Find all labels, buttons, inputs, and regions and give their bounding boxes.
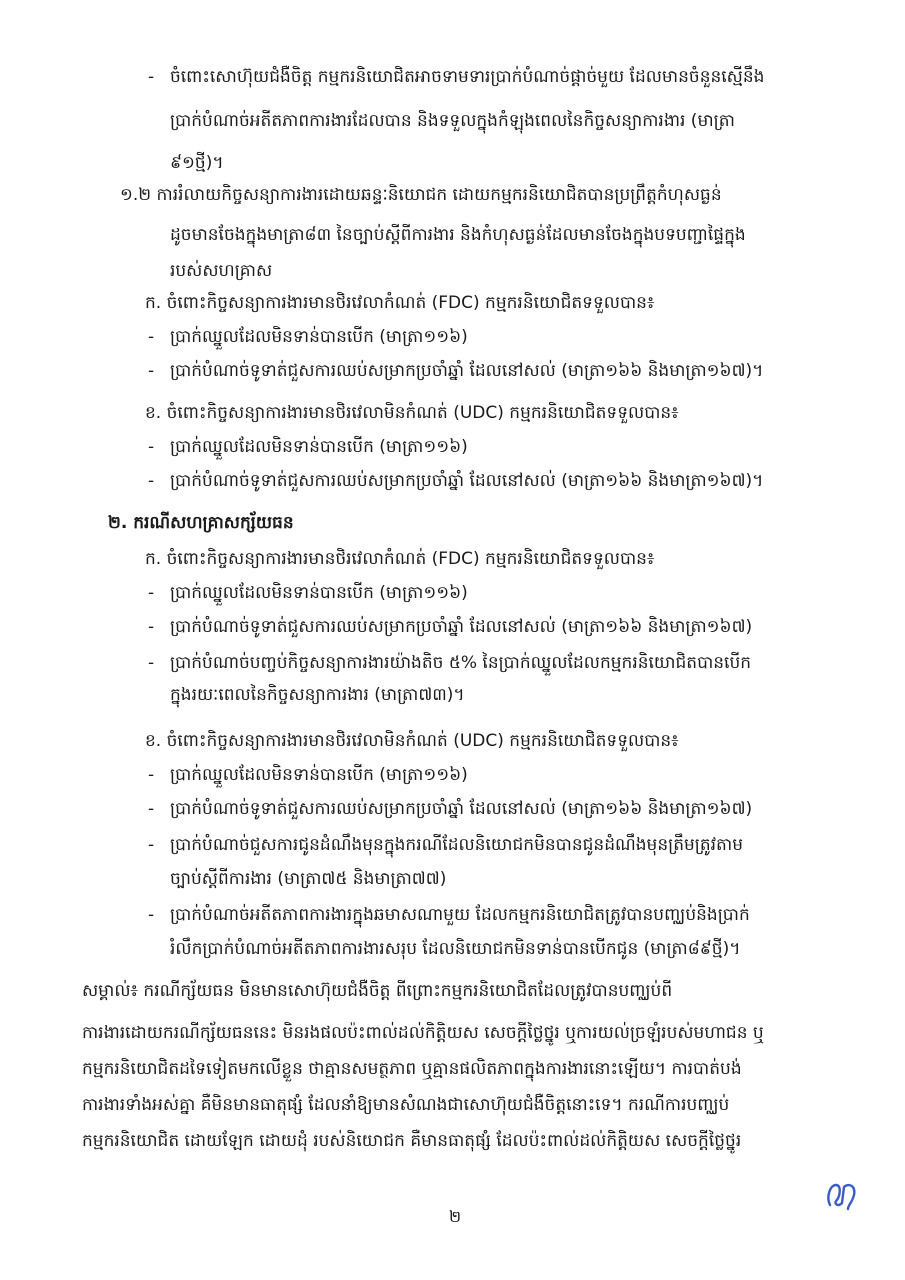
subsection-heading: ខ. ចំពោះកិច្ចសន្យាការងារមានថិរវេលាមិនកំណត់ (UDC) កម្មករនិយោជិតទទួលបាន៖ (145, 731, 679, 751)
bullet-dash: - (148, 327, 155, 347)
text-line: ប្រាក់ឈ្នួលដែលមិនទាន់បានបើក (មាត្រា១១៦) (170, 327, 468, 347)
bullet-dash: - (148, 361, 155, 381)
text-line: ប្រាក់បំណាច់ជួសការជូនដំណឹងមុនក្នុងករណីដែលនិយោជកមិនបានជូនដំណឹងមុនត្រឹមត្រូវតាម (170, 835, 744, 855)
text-line: ប្រាក់បំណាច់ទូទាត់ជួសការឈប់សម្រាកប្រចាំឆ្នាំ ដែលនៅសល់ (មាត្រា១៦៦ និងមាត្រា១៦៧)។ (170, 361, 764, 381)
bullet-dash: - (148, 653, 155, 673)
text-line: ៩១ថ្មី)។ (170, 153, 224, 173)
text-line: ច្បាប់ស្តីពីការងារ (មាត្រា៧៥ និងមាត្រា៧៧) (170, 869, 447, 889)
bullet-dash: - (148, 67, 155, 87)
text-line: ដូចមានចែងក្នុងមាត្រា៨៣ នៃច្បាប់ស្តីពីការងារ និងកំហុសធ្ងន់ដែលមានចែងក្នុងបទបញ្ជាផ្ទៃក្នុង (170, 225, 746, 245)
bullet-dash: - (148, 799, 155, 819)
bullet-dash: - (148, 437, 155, 457)
subsection-heading: ក. ចំពោះកិច្ចសន្យាការងារមានថិរវេលាកំណត់ (FDC) កម្មករនិយោជិតទទួលបាន៖ (145, 549, 655, 569)
note-line: កម្មករនិយោជិតដទៃទៀតមកលើខ្លួន ថាគ្មានសមត្ថភាព ឬគ្មានផលិតភាពក្នុងការងារនោះឡើយ។ ការបាត់បង់ (82, 1059, 742, 1079)
bullet-dash: - (148, 583, 155, 603)
subsection-heading: ខ. ចំពោះកិច្ចសន្យាការងារមានថិរវេលាមិនកំណត់ (UDC) កម្មករនិយោជិតទទួលបាន៖ (145, 403, 679, 423)
text-line: ក្នុងរយៈពេលនៃកិច្ចសន្យាការងារ (មាត្រា៧៣)។ (170, 685, 465, 705)
subsection-heading: ក. ចំពោះកិច្ចសន្យាការងារមានថិរវេលាកំណត់ (FDC) កម្មករនិយោជិតទទួលបាន៖ (145, 293, 655, 313)
page-number: ២ (448, 1207, 462, 1226)
bullet-dash: - (148, 617, 155, 637)
bullet-dash: - (148, 835, 155, 855)
text-line: ប្រាក់បំណាច់ទូទាត់ជួសការឈប់សម្រាកប្រចាំឆ្នាំ ដែលនៅសល់ (មាត្រា១៦៦ និងមាត្រា១៦៧) (170, 617, 753, 637)
note-line: សម្គាល់៖ ករណីក្ស័យធន មិនមានសោហ៊ុយជំងឺចិត្ត ពីព្រោះកម្មករនិយោជិតដែលត្រូវបានបញ្ឈប់ពី (82, 981, 673, 1001)
section-heading-1-2: ១.២ ការរំលាយកិច្ចសន្យាការងារដោយឆន្ទៈនិយោជក ដោយកម្មករនិយោជិតបានប្រព្រឹត្តកំហុសធ្ងន់ (120, 185, 722, 205)
text-line: ប្រាក់បំណាច់បញ្ចប់កិច្ចសន្យាការងារយ៉ាងតិច ៥% នៃប្រាក់ឈ្នួលដែលកម្មករនិយោជិតបានបើក (170, 653, 752, 673)
bullet-dash: - (148, 471, 155, 491)
text-line: ប្រាក់ឈ្នួលដែលមិនទាន់បានបើក (មាត្រា១១៦) (170, 583, 468, 603)
text-line: ប្រាក់ឈ្នួលដែលមិនទាន់បានបើក (មាត្រា១១៦) (170, 437, 468, 457)
text-line: ប្រាក់បំណាច់ទូទាត់ជួសការឈប់សម្រាកប្រចាំឆ្នាំ ដែលនៅសល់ (មាត្រា១៦៦ និងមាត្រា១៦៧)។ (170, 471, 764, 491)
note-line: ការងារទាំងអស់គ្នា គឺមិនមានធាតុផ្សំ ដែលនាំឱ្យមានសំណងជាសោហ៊ុយជំងឺចិត្តនោះទេ។ ករណីការបញ្ឈប់ (82, 1095, 730, 1115)
bullet-dash: - (148, 905, 155, 925)
text-line: ប្រាក់បំណាច់ទូទាត់ជួសការឈប់សម្រាកប្រចាំឆ្នាំ ដែលនៅសល់ (មាត្រា១៦៦ និងមាត្រា១៦៧) (170, 799, 753, 819)
bullet-dash: - (148, 765, 155, 785)
text-line: របស់សហគ្រាស (170, 261, 273, 281)
text-line: ប្រាក់ឈ្នួលដែលមិនទាន់បានបើក (មាត្រា១១៦) (170, 765, 468, 785)
text-line: ចំពោះសោហ៊ុយជំងឺចិត្ត កម្មករនិយោជិតអាចទាមទារប្រាក់បំណាច់ផ្តាច់មួយ ដែលមានចំនួនស្មើនឹង (170, 67, 765, 87)
text-line: ប្រាក់បំណាច់អតីតភាពការងារដែលបាន និងទទួលក្នុងកំឡុងពេលនៃកិច្ចសន្យាការងារ (មាត្រា (170, 111, 735, 131)
handwritten-initials (822, 1175, 866, 1215)
note-line: កម្មករនិយោជិត ដោយឡែក ដោយដុំ របស់និយោជក គឺមានធាតុផ្សំ ដែលប៉ះពាល់ដល់កិត្តិយស សេចក្តីថ្លៃថ្នូរ (82, 1131, 742, 1151)
section-heading-2: ២. ករណីសហគ្រាសក្ស័យធន (108, 513, 294, 533)
note-line: ការងារដោយករណីក្ស័យធននេះ មិនរងផលប៉ះពាល់ដល់កិត្តិយស សេចក្តីថ្លៃថ្នូរ ឬការយល់ច្រឡំរបស់មហាជន ឬ (82, 1023, 764, 1043)
text-line: រំលឹកប្រាក់បំណាច់អតីតភាពការងារសរុប ដែលនិយោជកមិនទាន់បានបើកជូន (មាត្រា៨៩ថ្មី)។ (170, 939, 741, 959)
text-line: ប្រាក់បំណាច់អតីតភាពការងារក្នុងឆមាសណាមួយ ដែលកម្មករនិយោជិតត្រូវបានបញ្ឈប់និងប្រាក់ (170, 905, 750, 925)
